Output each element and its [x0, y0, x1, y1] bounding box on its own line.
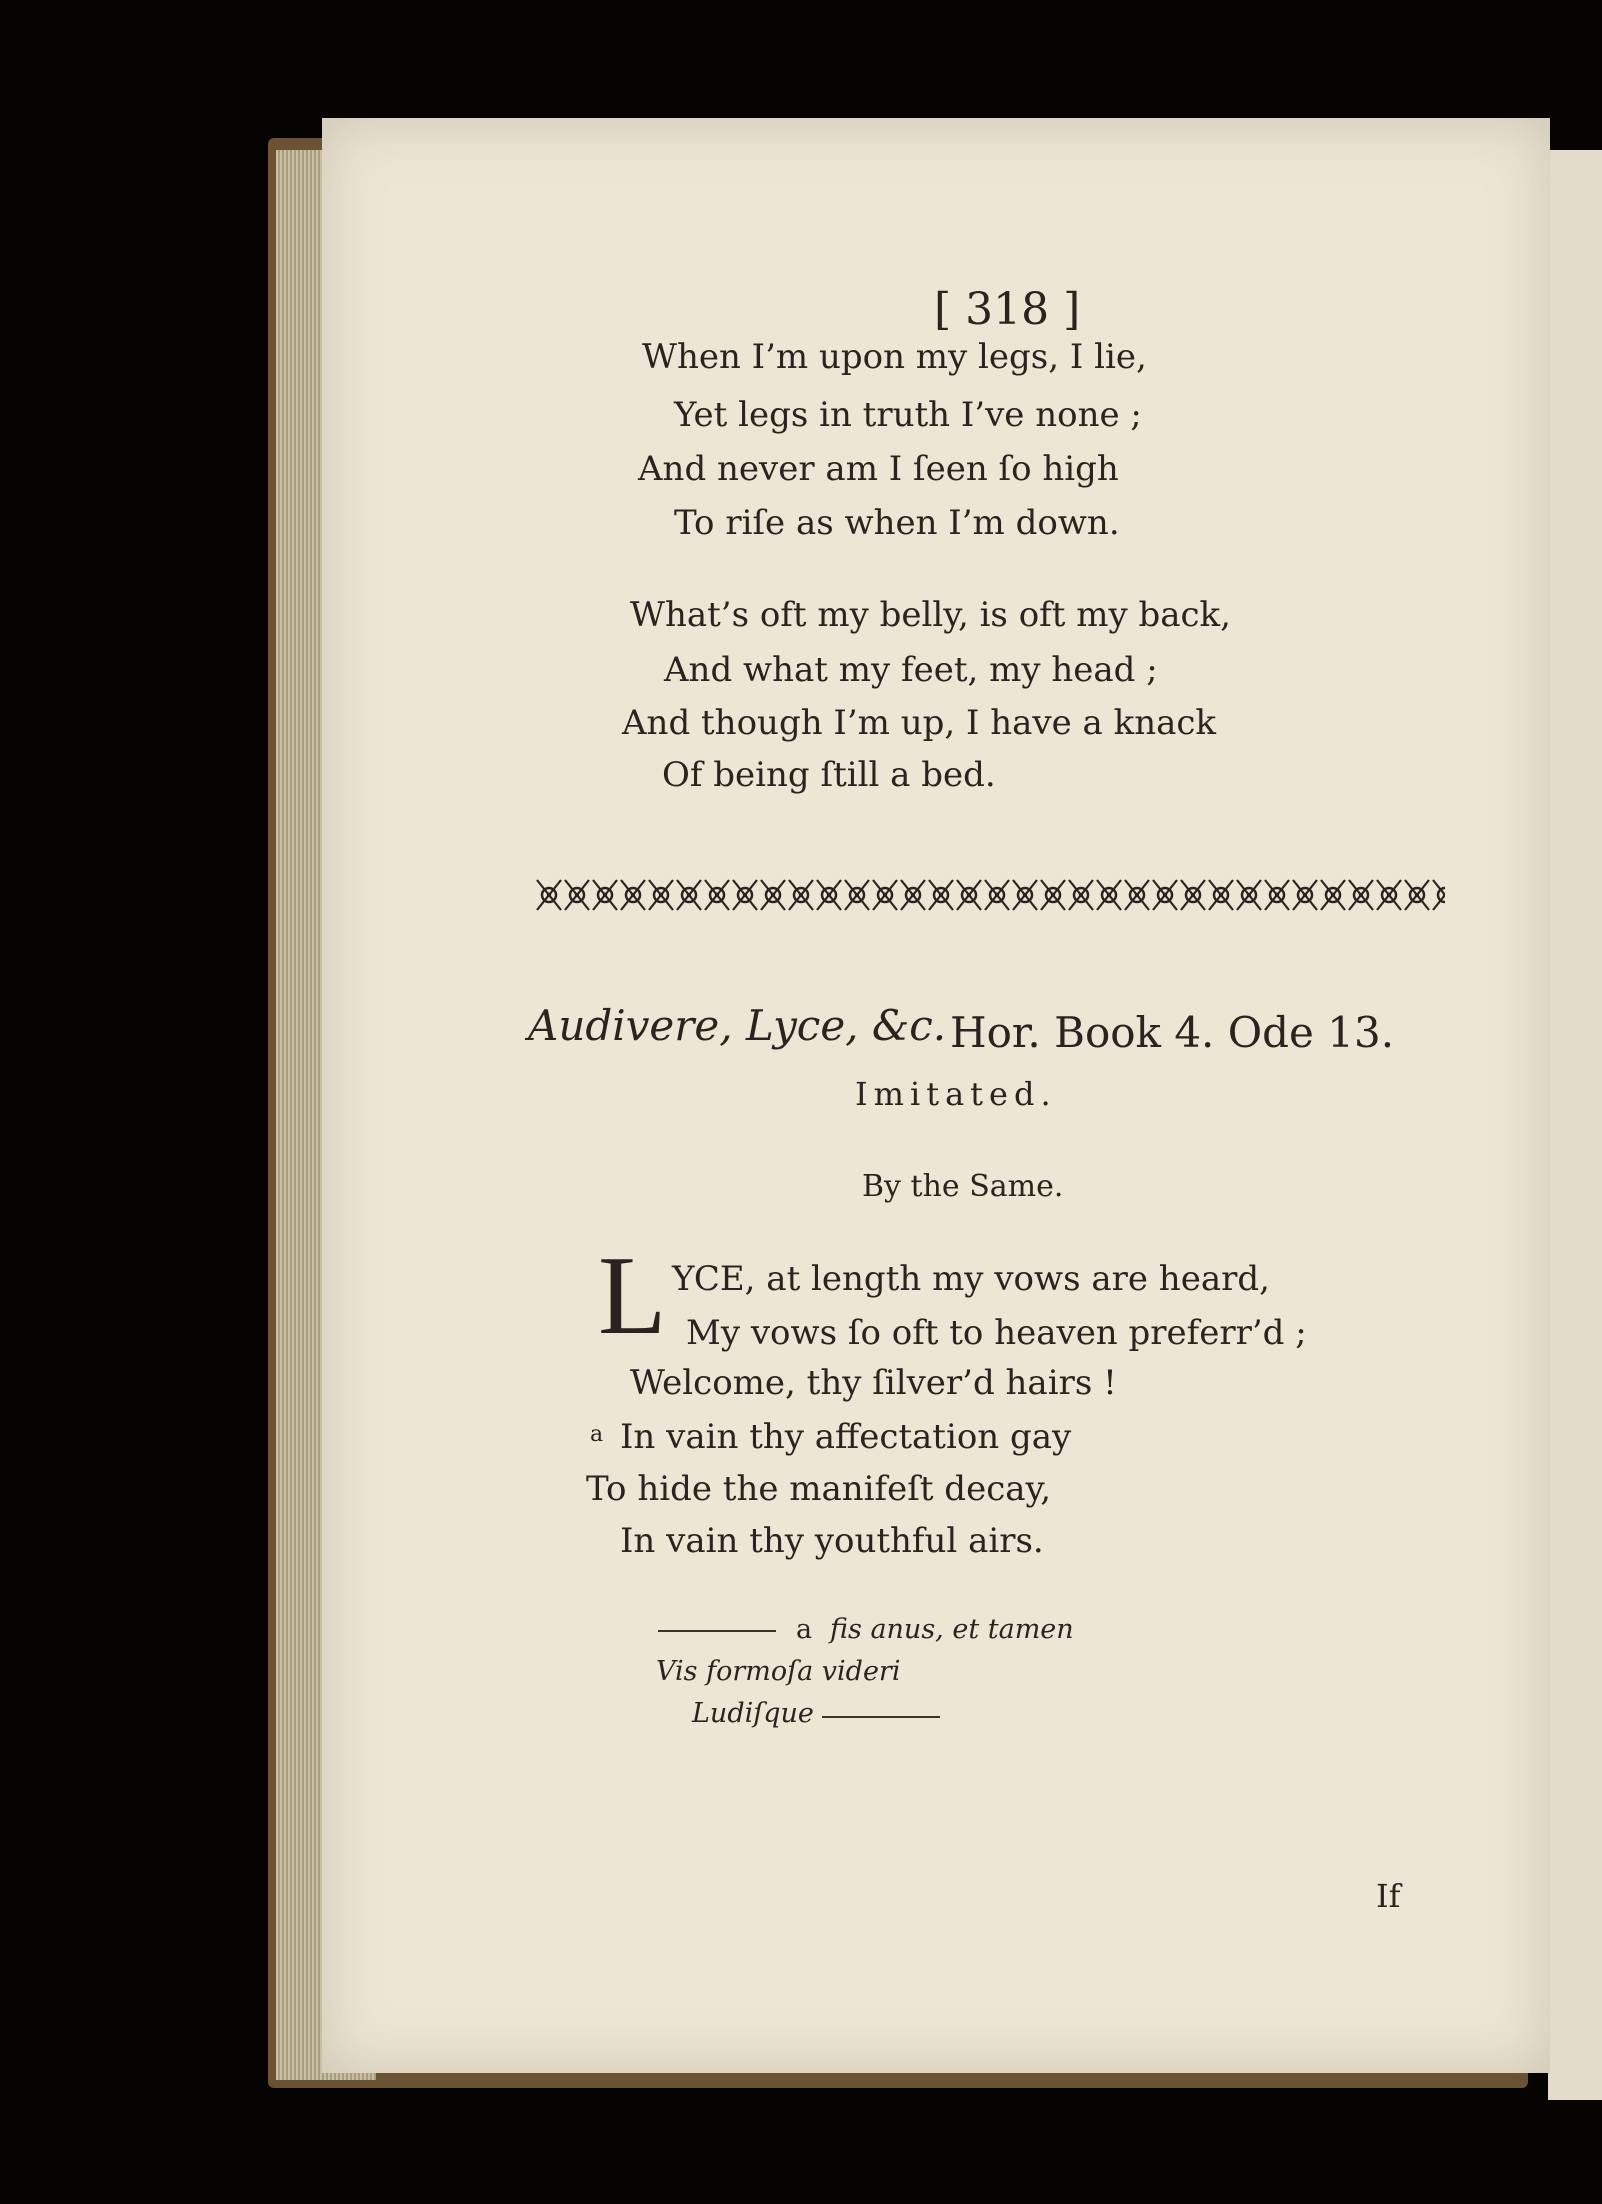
verse-line: And though I’m up, I have a knack: [622, 703, 1217, 743]
latin-title: Audivere, Lyce, &c.: [528, 1001, 947, 1050]
page-number: [ 318 ]: [934, 284, 1081, 335]
verse-line: To riſe as when I’m down.: [674, 503, 1120, 543]
imitated-subtitle: Imitated.: [855, 1075, 1057, 1113]
verse-line: In vain thy affectation gay: [620, 1417, 1072, 1457]
footnote-line: Ludiſque: [692, 1698, 814, 1729]
verse-line: Welcome, thy ſilver’d hairs !: [630, 1363, 1117, 1403]
footnote-line: fis anus, et tamen: [830, 1614, 1074, 1645]
footnote-marker: a: [590, 1422, 604, 1447]
verse-line: In vain thy youthful airs.: [620, 1521, 1044, 1561]
verse-line: YCE, at length my vows are heard,: [672, 1259, 1270, 1299]
footnote-rule: [822, 1716, 940, 1718]
byline: By the Same.: [862, 1169, 1064, 1204]
catchword: If: [1376, 1877, 1401, 1915]
verse-line: To hide the manifeſt decay,: [586, 1469, 1052, 1509]
footnote-marker: a: [796, 1614, 813, 1645]
horace-reference: Hor. Book 4. Ode 13.: [950, 1008, 1395, 1057]
verse-line: What’s oft my belly, is oft my back,: [630, 595, 1231, 635]
verse-line: Of being ſtill a bed.: [662, 755, 996, 795]
verse-line: And never am I ſeen ſo high: [638, 449, 1119, 489]
decorative-ornament-band: [535, 872, 1445, 918]
verse-line: When I’m upon my legs, I lie,: [642, 337, 1147, 377]
verse-line: And what my feet, my head ;: [664, 650, 1158, 690]
facing-page-edge: [1548, 150, 1602, 2100]
footnote-rule: [658, 1630, 776, 1632]
drop-cap: L: [598, 1234, 667, 1358]
verse-line: My vows ſo oft to heaven preferr’d ;: [686, 1313, 1307, 1353]
verse-line: Yet legs in truth I’ve none ;: [674, 395, 1142, 435]
footnote-line: Vis formoſa videri: [656, 1656, 901, 1687]
